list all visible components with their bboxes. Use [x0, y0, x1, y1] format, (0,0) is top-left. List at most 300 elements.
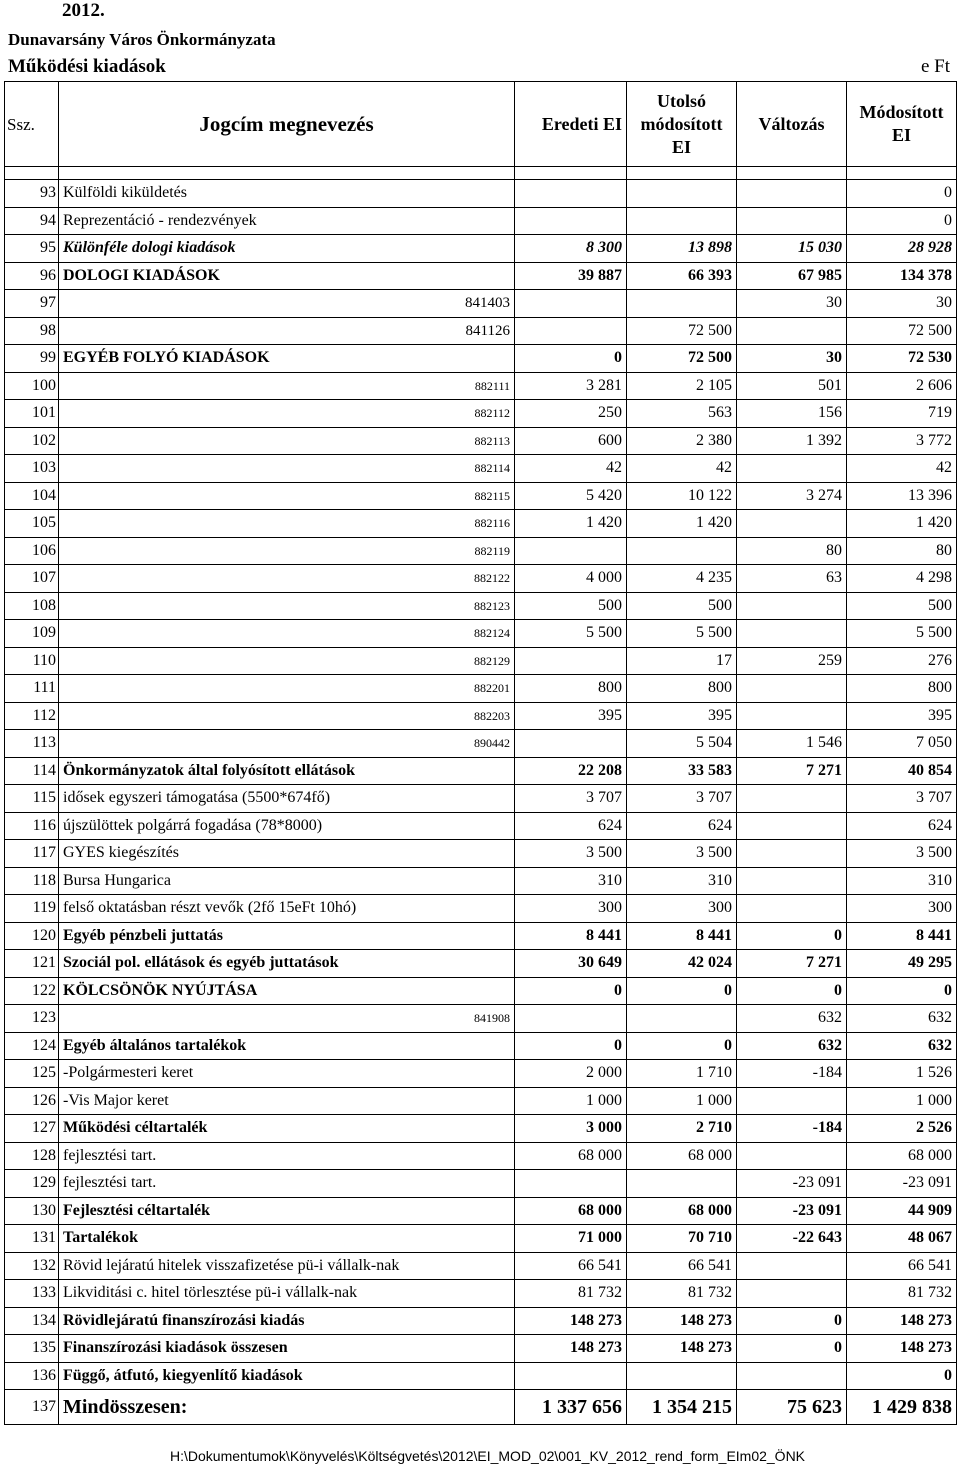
last-modified-value: 0	[627, 977, 737, 1005]
row-number: 121	[5, 950, 59, 978]
row-number: 98	[5, 317, 59, 345]
original-value	[515, 730, 627, 758]
table-row	[5, 400, 957, 428]
row-number: 123	[5, 1005, 59, 1033]
row-number: 132	[5, 1252, 59, 1280]
row-number: 124	[5, 1032, 59, 1060]
row-number: 111	[5, 675, 59, 703]
last-modified-value: 72 500	[627, 345, 737, 373]
modified-value: 1 000	[847, 1087, 957, 1115]
change-value: -23 091	[737, 1197, 847, 1225]
original-value: 3 500	[515, 840, 627, 868]
change-value: 67 985	[737, 262, 847, 290]
last-modified-value: 10 122	[627, 482, 737, 510]
table-row	[5, 785, 957, 813]
table-row	[5, 1060, 957, 1088]
change-value: -184	[737, 1060, 847, 1088]
table-row	[5, 867, 957, 895]
original-value: 42	[515, 455, 627, 483]
row-label: EGYÉB FOLYÓ KIADÁSOK	[59, 345, 515, 373]
account-code: 882114	[59, 455, 515, 483]
modified-value: 0	[847, 977, 957, 1005]
last-modified-value	[627, 1170, 737, 1198]
change-value: 15 030	[737, 235, 847, 263]
page-title: Működési kiadások	[8, 56, 166, 77]
account-code: 882115	[59, 482, 515, 510]
table-row	[5, 1170, 957, 1198]
row-number: 131	[5, 1225, 59, 1253]
account-code: 882122	[59, 565, 515, 593]
table-row	[5, 647, 957, 675]
table-row	[5, 1252, 957, 1280]
row-number: 115	[5, 785, 59, 813]
row-label: GYES kiegészítés	[59, 840, 515, 868]
last-modified-value: 66 541	[627, 1252, 737, 1280]
table-row	[5, 702, 957, 730]
last-modified-value: 81 732	[627, 1280, 737, 1308]
original-value: 22 208	[515, 757, 627, 785]
modified-value: 7 050	[847, 730, 957, 758]
last-modified-value: 68 000	[627, 1197, 737, 1225]
table-row	[5, 345, 957, 373]
row-label: fejlesztési tart.	[59, 1170, 515, 1198]
original-value: 68 000	[515, 1197, 627, 1225]
row-number: 103	[5, 455, 59, 483]
change-value: 3 274	[737, 482, 847, 510]
original-value: 1 000	[515, 1087, 627, 1115]
account-code: 882201	[59, 675, 515, 703]
change-value: 632	[737, 1005, 847, 1033]
modified-value: 0	[847, 207, 957, 235]
change-value	[737, 1280, 847, 1308]
row-number: 129	[5, 1170, 59, 1198]
last-modified-value: 500	[627, 592, 737, 620]
last-modified-value: 72 500	[627, 317, 737, 345]
account-code: 841403	[59, 290, 515, 318]
modified-value: 66 541	[847, 1252, 957, 1280]
account-code: 882116	[59, 510, 515, 538]
original-value: 250	[515, 400, 627, 428]
modified-value: 81 732	[847, 1280, 957, 1308]
last-modified-value: 1 420	[627, 510, 737, 538]
last-modified-value: 563	[627, 400, 737, 428]
change-value: -22 643	[737, 1225, 847, 1253]
modified-value: 2 526	[847, 1115, 957, 1143]
table-row	[5, 1307, 957, 1335]
original-value	[515, 290, 627, 318]
change-value	[737, 1362, 847, 1390]
table-row	[5, 1335, 957, 1363]
modified-value: 1 429 838	[847, 1390, 957, 1425]
col-header-original: Eredeti EI	[515, 82, 627, 167]
table-row	[5, 1390, 957, 1425]
table-row	[5, 235, 957, 263]
change-value: 7 271	[737, 950, 847, 978]
modified-value: 5 500	[847, 620, 957, 648]
modified-value: 632	[847, 1032, 957, 1060]
row-label: Tartalékok	[59, 1225, 515, 1253]
modified-value: 310	[847, 867, 957, 895]
last-modified-value: 42	[627, 455, 737, 483]
change-value	[737, 510, 847, 538]
last-modified-value: 148 273	[627, 1335, 737, 1363]
account-code: 882112	[59, 400, 515, 428]
change-value: 7 271	[737, 757, 847, 785]
row-number: 122	[5, 977, 59, 1005]
account-code: 882111	[59, 372, 515, 400]
table-header-row	[5, 82, 957, 167]
row-number: 126	[5, 1087, 59, 1115]
table-row	[5, 1087, 957, 1115]
change-value	[737, 702, 847, 730]
change-value: 63	[737, 565, 847, 593]
row-number: 128	[5, 1142, 59, 1170]
row-number: 93	[5, 180, 59, 208]
row-label: Egyéb általános tartalékok	[59, 1032, 515, 1060]
original-value: 148 273	[515, 1307, 627, 1335]
change-value	[737, 592, 847, 620]
account-code: 841908	[59, 1005, 515, 1033]
row-label: Szociál pol. ellátások és egyéb juttatások	[59, 950, 515, 978]
table-row	[5, 372, 957, 400]
last-modified-value: 5 504	[627, 730, 737, 758]
modified-value: 44 909	[847, 1197, 957, 1225]
last-modified-value: 3 707	[627, 785, 737, 813]
row-number: 119	[5, 895, 59, 923]
last-modified-value	[627, 180, 737, 208]
last-modified-value: 2 710	[627, 1115, 737, 1143]
table-row	[5, 207, 957, 235]
table-row	[5, 950, 957, 978]
modified-value: 68 000	[847, 1142, 957, 1170]
change-value	[737, 785, 847, 813]
original-value: 0	[515, 1032, 627, 1060]
original-value: 2 000	[515, 1060, 627, 1088]
original-value: 8 441	[515, 922, 627, 950]
row-number: 113	[5, 730, 59, 758]
modified-value: 0	[847, 180, 957, 208]
row-label: Likviditási c. hitel törlesztése pü-i vállalk-nak	[59, 1280, 515, 1308]
modified-value: 40 854	[847, 757, 957, 785]
change-value: 30	[737, 345, 847, 373]
modified-value: 624	[847, 812, 957, 840]
last-modified-value	[627, 1005, 737, 1033]
modified-value: 72 530	[847, 345, 957, 373]
modified-value: 8 441	[847, 922, 957, 950]
original-value	[515, 1362, 627, 1390]
change-value	[737, 180, 847, 208]
original-value: 3 000	[515, 1115, 627, 1143]
table-row	[5, 730, 957, 758]
original-value: 310	[515, 867, 627, 895]
table-row	[5, 455, 957, 483]
modified-value: 72 500	[847, 317, 957, 345]
change-value: 0	[737, 922, 847, 950]
change-value: 0	[737, 977, 847, 1005]
table-row	[5, 290, 957, 318]
change-value: 0	[737, 1335, 847, 1363]
modified-value: 632	[847, 1005, 957, 1033]
row-label: Bursa Hungarica	[59, 867, 515, 895]
table-row	[5, 537, 957, 565]
original-value	[515, 1170, 627, 1198]
change-value	[737, 317, 847, 345]
table-row	[5, 840, 957, 868]
modified-value: 4 298	[847, 565, 957, 593]
original-value	[515, 537, 627, 565]
last-modified-value: 0	[627, 1032, 737, 1060]
modified-value: 500	[847, 592, 957, 620]
account-code: 882203	[59, 702, 515, 730]
table-row	[5, 922, 957, 950]
modified-value: 13 396	[847, 482, 957, 510]
account-code: 882123	[59, 592, 515, 620]
original-value: 0	[515, 977, 627, 1005]
original-value	[515, 647, 627, 675]
row-label: Különféle dologi kiadások	[59, 235, 515, 263]
row-label: Fejlesztési céltartalék	[59, 1197, 515, 1225]
row-number: 110	[5, 647, 59, 675]
original-value: 30 649	[515, 950, 627, 978]
row-label: idősek egyszeri támogatása (5500*674fő)	[59, 785, 515, 813]
row-label: Önkormányzatok által folyósított ellátások	[59, 757, 515, 785]
col-header-modified: Módosított EI	[847, 82, 957, 167]
modified-value: 30	[847, 290, 957, 318]
original-value: 800	[515, 675, 627, 703]
original-value: 300	[515, 895, 627, 923]
last-modified-value: 148 273	[627, 1307, 737, 1335]
change-value	[737, 1087, 847, 1115]
last-modified-value: 13 898	[627, 235, 737, 263]
table-row	[5, 1280, 957, 1308]
modified-value: 48 067	[847, 1225, 957, 1253]
row-label: Külföldi kiküldetés	[59, 180, 515, 208]
spacer-cell	[5, 167, 59, 180]
modified-value: 148 273	[847, 1335, 957, 1363]
table-row	[5, 180, 957, 208]
change-value: 156	[737, 400, 847, 428]
row-number: 133	[5, 1280, 59, 1308]
original-value	[515, 317, 627, 345]
last-modified-value: 33 583	[627, 757, 737, 785]
table-row	[5, 895, 957, 923]
account-code: 890442	[59, 730, 515, 758]
file-path-footer: H:\Dokumentumok\Könyvelés\Költségvetés\2012\EI_MOD_02\001_KV_2012_rend_form_EIm02_ÖNK	[170, 1448, 806, 1464]
original-value: 0	[515, 345, 627, 373]
original-value: 1 420	[515, 510, 627, 538]
modified-value: 3 500	[847, 840, 957, 868]
last-modified-value: 70 710	[627, 1225, 737, 1253]
row-label: Rövidlejáratú finanszírozási kiadás	[59, 1307, 515, 1335]
table-row	[5, 620, 957, 648]
row-label: Rövid lejáratú hitelek visszafizetése pü-i vállalk-nak	[59, 1252, 515, 1280]
table-row	[5, 1005, 957, 1033]
row-number: 117	[5, 840, 59, 868]
account-code: 882124	[59, 620, 515, 648]
last-modified-value: 68 000	[627, 1142, 737, 1170]
account-code: 882113	[59, 427, 515, 455]
row-number: 107	[5, 565, 59, 593]
original-value: 1 337 656	[515, 1390, 627, 1425]
last-modified-value	[627, 207, 737, 235]
header-spacer-row	[5, 167, 957, 180]
modified-value: 1 420	[847, 510, 957, 538]
last-modified-value	[627, 1362, 737, 1390]
change-value	[737, 620, 847, 648]
modified-value: 134 378	[847, 262, 957, 290]
last-modified-value: 42 024	[627, 950, 737, 978]
row-label: Reprezentáció - rendezvények	[59, 207, 515, 235]
account-code: 841126	[59, 317, 515, 345]
change-value: 1 392	[737, 427, 847, 455]
row-number: 127	[5, 1115, 59, 1143]
row-number: 134	[5, 1307, 59, 1335]
row-label: fejlesztési tart.	[59, 1142, 515, 1170]
table-row	[5, 1032, 957, 1060]
last-modified-value: 8 441	[627, 922, 737, 950]
table-row	[5, 510, 957, 538]
modified-value: 800	[847, 675, 957, 703]
table-row	[5, 1142, 957, 1170]
spacer-cell	[515, 167, 627, 180]
original-value: 624	[515, 812, 627, 840]
row-number: 106	[5, 537, 59, 565]
row-number: 130	[5, 1197, 59, 1225]
original-value: 5 500	[515, 620, 627, 648]
account-code: 882129	[59, 647, 515, 675]
original-value: 3 707	[515, 785, 627, 813]
modified-value: 148 273	[847, 1307, 957, 1335]
table-row	[5, 977, 957, 1005]
table-row	[5, 262, 957, 290]
table-row	[5, 1115, 957, 1143]
col-header-name: Jogcím megnevezés	[59, 82, 515, 167]
row-number: 114	[5, 757, 59, 785]
row-number: 102	[5, 427, 59, 455]
change-value	[737, 895, 847, 923]
change-value	[737, 1252, 847, 1280]
change-value: 0	[737, 1307, 847, 1335]
row-number: 95	[5, 235, 59, 263]
table-row	[5, 565, 957, 593]
original-value: 600	[515, 427, 627, 455]
modified-value: 300	[847, 895, 957, 923]
last-modified-value	[627, 290, 737, 318]
last-modified-value: 1 354 215	[627, 1390, 737, 1425]
change-value: 80	[737, 537, 847, 565]
original-value	[515, 180, 627, 208]
last-modified-value: 3 500	[627, 840, 737, 868]
col-header-no: Ssz.	[5, 82, 59, 167]
last-modified-value: 66 393	[627, 262, 737, 290]
table-row	[5, 1197, 957, 1225]
change-value	[737, 867, 847, 895]
original-value: 71 000	[515, 1225, 627, 1253]
modified-value: 28 928	[847, 235, 957, 263]
row-number: 97	[5, 290, 59, 318]
row-number: 108	[5, 592, 59, 620]
original-value: 8 300	[515, 235, 627, 263]
row-number: 100	[5, 372, 59, 400]
modified-value: 42	[847, 455, 957, 483]
row-number: 101	[5, 400, 59, 428]
change-value	[737, 207, 847, 235]
row-label: Finanszírozási kiadások összesen	[59, 1335, 515, 1363]
change-value: -23 091	[737, 1170, 847, 1198]
row-label: -Polgármesteri keret	[59, 1060, 515, 1088]
last-modified-value	[627, 537, 737, 565]
row-label: Függő, átfutó, kiegyenlítő kiadások	[59, 1362, 515, 1390]
row-number: 136	[5, 1362, 59, 1390]
change-value	[737, 1142, 847, 1170]
change-value: 632	[737, 1032, 847, 1060]
last-modified-value: 4 235	[627, 565, 737, 593]
last-modified-value: 310	[627, 867, 737, 895]
spacer-cell	[847, 167, 957, 180]
modified-value: 2 606	[847, 372, 957, 400]
last-modified-value: 2 105	[627, 372, 737, 400]
change-value: 501	[737, 372, 847, 400]
row-number: 96	[5, 262, 59, 290]
original-value: 395	[515, 702, 627, 730]
row-number: 118	[5, 867, 59, 895]
original-value: 3 281	[515, 372, 627, 400]
last-modified-value: 300	[627, 895, 737, 923]
row-number: 116	[5, 812, 59, 840]
modified-value: 719	[847, 400, 957, 428]
spacer-cell	[627, 167, 737, 180]
row-number: 125	[5, 1060, 59, 1088]
original-value: 500	[515, 592, 627, 620]
modified-value: 3 772	[847, 427, 957, 455]
row-label: újszülöttek polgárrá fogadása (78*8000)	[59, 812, 515, 840]
table-row	[5, 482, 957, 510]
row-label: felső oktatásban részt vevők (2fő 15eFt 10hó)	[59, 895, 515, 923]
original-value	[515, 1005, 627, 1033]
spacer-cell	[737, 167, 847, 180]
original-value: 39 887	[515, 262, 627, 290]
original-value: 66 541	[515, 1252, 627, 1280]
table-row	[5, 675, 957, 703]
row-label: -Vis Major keret	[59, 1087, 515, 1115]
modified-value: 395	[847, 702, 957, 730]
last-modified-value: 5 500	[627, 620, 737, 648]
row-number: 104	[5, 482, 59, 510]
row-label: Egyéb pénzbeli juttatás	[59, 922, 515, 950]
col-header-last-modified: Utolsó módosított EI	[627, 82, 737, 167]
row-number: 112	[5, 702, 59, 730]
table-row	[5, 1225, 957, 1253]
organization-name: Dunavarsány Város Önkormányzata	[8, 30, 276, 49]
row-number: 94	[5, 207, 59, 235]
row-label: Működési céltartalék	[59, 1115, 515, 1143]
row-number: 120	[5, 922, 59, 950]
last-modified-value: 395	[627, 702, 737, 730]
row-label: DOLOGI KIADÁSOK	[59, 262, 515, 290]
row-number: 137	[5, 1390, 59, 1425]
change-value	[737, 675, 847, 703]
table-row	[5, 427, 957, 455]
modified-value: 276	[847, 647, 957, 675]
row-label: KÖLCSÖNÖK NYÚJTÁSA	[59, 977, 515, 1005]
change-value	[737, 812, 847, 840]
row-number: 99	[5, 345, 59, 373]
row-number: 135	[5, 1335, 59, 1363]
change-value	[737, 840, 847, 868]
change-value: -184	[737, 1115, 847, 1143]
original-value: 148 273	[515, 1335, 627, 1363]
last-modified-value: 1 000	[627, 1087, 737, 1115]
